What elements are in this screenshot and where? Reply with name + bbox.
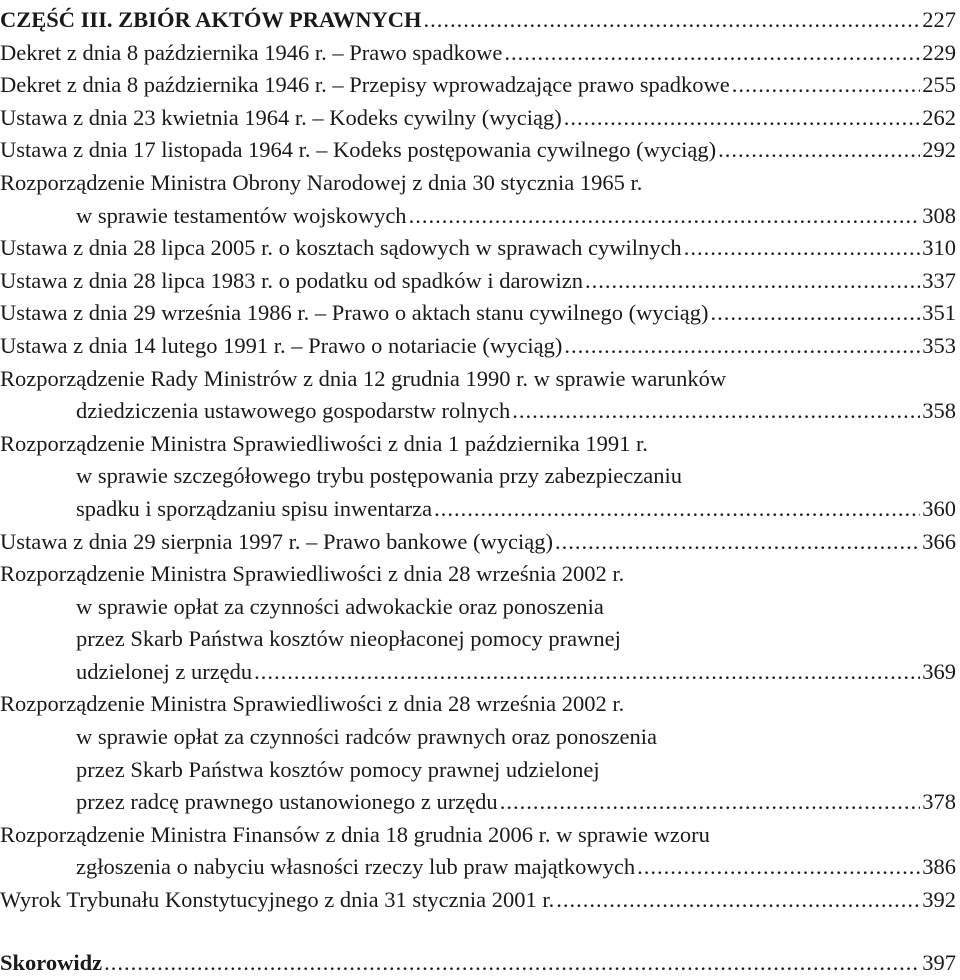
toc-entry[interactable] xyxy=(0,363,956,428)
toc-entry-text: Ustawa z dnia 28 lipca 2005 r. o kosztach sądowych w sprawach cywilnych xyxy=(0,235,682,261)
toc-entry-line xyxy=(0,330,956,363)
toc-entry-page-number: 360 xyxy=(922,495,956,521)
dot-leader xyxy=(434,493,920,526)
dot-leader xyxy=(718,134,920,167)
dot-leader xyxy=(556,884,920,917)
toc-entry-text: Rozporządzenie Rady Ministrów z dnia 12 grudnia 1990 r. w sprawie warunków xyxy=(0,365,727,391)
toc-entry[interactable] xyxy=(0,297,956,330)
toc-entry-line xyxy=(0,265,956,298)
toc-entry-text: Rozporządzenie Ministra Sprawiedliwości z dnia 28 września 2002 r. xyxy=(0,561,625,587)
toc-entry-continuation-line xyxy=(0,721,956,754)
toc-entry-text: przez Skarb Państwa kosztów pomocy prawnej udzielonej xyxy=(76,756,600,782)
toc-entry-continuation-line xyxy=(0,656,956,689)
dot-leader xyxy=(254,656,920,689)
toc-entry-line xyxy=(0,102,956,135)
toc-entry-text: Ustawa z dnia 29 września 1986 r. – Prawo o aktach stanu cywilnego (wyciąg) xyxy=(0,300,709,326)
toc-entry[interactable] xyxy=(0,265,956,298)
toc-entry-continuation-line xyxy=(0,754,956,787)
section-page-number: 227 xyxy=(922,7,956,32)
toc-entry-text: w sprawie opłat za czynności radców prawnych oraz ponoszenia xyxy=(76,724,658,750)
toc-entry-text: w sprawie testamentów wojskowych xyxy=(76,202,407,228)
toc-entry-text: przez Skarb Państwa kosztów nieopłaconej pomocy prawnej xyxy=(76,626,621,652)
toc-entry-text: Ustawa z dnia 28 lipca 1983 r. o podatku od spadków i darowizn xyxy=(0,267,584,293)
toc-entry-page-number: 308 xyxy=(922,202,956,228)
toc-entry-continuation-line xyxy=(0,200,956,233)
section-heading[interactable] xyxy=(0,4,956,37)
toc-entry[interactable] xyxy=(0,37,956,70)
toc-entry-text: Ustawa z dnia 14 lutego 1991 r. – Prawo o notariacie (wyciąg) xyxy=(0,332,563,358)
toc-entry-page-number: 292 xyxy=(922,137,956,163)
toc-entry-text: Ustawa z dnia 29 sierpnia 1997 r. – Prawo bankowe (wyciąg) xyxy=(0,528,553,554)
toc-entry[interactable] xyxy=(0,428,956,526)
toc-entry[interactable] xyxy=(0,232,956,265)
toc-entry-text: udzielonej z urzędu xyxy=(76,658,253,684)
dot-leader xyxy=(585,265,920,298)
toc-entry-line xyxy=(0,526,956,559)
toc-entry-text: Dekret z dnia 8 października 1946 r. – Prawo spadkowe xyxy=(0,39,503,65)
toc-entry-text: spadku i sporządzaniu spisu inwentarza xyxy=(76,495,433,521)
toc-entry-continuation-line xyxy=(0,786,956,819)
dot-leader xyxy=(555,526,920,559)
toc-entry-page-number: 310 xyxy=(922,235,956,261)
toc-entry-page-number: 337 xyxy=(922,267,956,293)
toc-entry-text: Rozporządzenie Ministra Obrony Narodowej z dnia 30 stycznia 1965 r. xyxy=(0,169,643,195)
toc-entry-text: w sprawie opłat za czynności adwokackie oraz ponoszenia xyxy=(76,593,604,619)
toc-entry-line xyxy=(0,688,956,721)
dot-leader xyxy=(500,786,921,819)
toc-entry-page-number: 366 xyxy=(922,528,956,554)
toc-entry-page-number: 378 xyxy=(922,789,956,815)
spacer xyxy=(0,917,956,947)
section-title: CZĘŚĆ III. ZBIÓR AKTÓW PRAWNYCH xyxy=(0,7,422,32)
dot-leader xyxy=(637,851,920,884)
toc-entry-page-number: 369 xyxy=(922,658,956,684)
toc-entry-text: zgłoszenia o nabyciu własności rzeczy lub praw majątkowych xyxy=(76,854,636,880)
toc-entry-page-number: 386 xyxy=(922,854,956,880)
toc-entry-text: Wyrok Trybunału Konstytucyjnego z dnia 31 stycznia 2001 r. xyxy=(0,887,555,913)
toc-entry-line xyxy=(0,428,956,461)
toc-entry-continuation-line xyxy=(0,460,956,493)
toc-entry[interactable] xyxy=(0,69,956,102)
toc-entry[interactable] xyxy=(0,330,956,363)
toc-entry-line xyxy=(0,69,956,102)
dot-leader xyxy=(409,200,921,233)
table-of-contents xyxy=(0,4,956,979)
toc-entry-line xyxy=(0,558,956,591)
toc-entry[interactable] xyxy=(0,558,956,688)
toc-entry-text: Ustawa z dnia 23 kwietnia 1964 r. – Kodeks cywilny (wyciąg) xyxy=(0,104,562,130)
toc-entry-line xyxy=(0,297,956,330)
toc-entry-line xyxy=(0,37,956,70)
toc-entry-text: Rozporządzenie Ministra Sprawiedliwości z dnia 28 września 2002 r. xyxy=(0,691,625,717)
toc-entry-page-number: 392 xyxy=(922,887,956,913)
index-page-number: 397 xyxy=(922,949,956,975)
toc-entry-page-number: 351 xyxy=(922,300,956,326)
toc-entry[interactable] xyxy=(0,134,956,167)
toc-entry-page-number: 255 xyxy=(922,72,956,98)
dot-leader xyxy=(564,330,920,363)
toc-entry-line xyxy=(0,884,956,917)
toc-entry-continuation-line xyxy=(0,395,956,428)
toc-entry-page-number: 353 xyxy=(922,332,956,358)
dot-leader xyxy=(564,102,921,135)
toc-entry-continuation-line xyxy=(0,591,956,624)
toc-entry-text: w sprawie szczegółowego trybu postępowania przy zabezpieczaniu xyxy=(76,463,682,489)
toc-entry[interactable] xyxy=(0,688,956,818)
dot-leader xyxy=(424,4,921,37)
dot-leader xyxy=(711,297,921,330)
toc-entry[interactable] xyxy=(0,102,956,135)
toc-entry-text: Ustawa z dnia 17 listopada 1964 r. – Kodeks postępowania cywilnego (wyciąg) xyxy=(0,137,717,163)
toc-entry-page-number: 358 xyxy=(922,398,956,424)
toc-entry-line xyxy=(0,363,956,396)
toc-entry-line xyxy=(0,819,956,852)
toc-entry[interactable] xyxy=(0,167,956,232)
dot-leader xyxy=(104,947,920,980)
toc-entry-line xyxy=(0,134,956,167)
toc-entry-text: przez radcę prawnego ustanowionego z urzędu xyxy=(76,789,498,815)
dot-leader xyxy=(504,37,920,70)
toc-entry-text: Rozporządzenie Ministra Finansów z dnia 18 grudnia 2006 r. w sprawie wzoru xyxy=(0,821,710,847)
toc-entry-text: Dekret z dnia 8 października 1946 r. – Przepisy wprowadzające prawo spadkowe xyxy=(0,72,730,98)
toc-entry-continuation-line xyxy=(0,623,956,656)
toc-entry-continuation-line xyxy=(0,851,956,884)
dot-leader xyxy=(732,69,921,102)
toc-entry-continuation-line xyxy=(0,493,956,526)
toc-entry-line xyxy=(0,232,956,265)
toc-entry-text: dziedziczenia ustawowego gospodarstw rolnych xyxy=(76,398,511,424)
index-entry[interactable] xyxy=(0,947,956,980)
toc-entry[interactable] xyxy=(0,884,956,917)
toc-entry-page-number: 262 xyxy=(922,104,956,130)
toc-entry-text: Rozporządzenie Ministra Sprawiedliwości z dnia 1 października 1991 r. xyxy=(0,430,648,456)
toc-entries xyxy=(0,37,956,917)
toc-entry[interactable] xyxy=(0,526,956,559)
toc-entry[interactable] xyxy=(0,819,956,884)
dot-leader xyxy=(512,395,920,428)
toc-entry-page-number: 229 xyxy=(922,39,956,65)
toc-entry-line xyxy=(0,167,956,200)
dot-leader xyxy=(684,232,921,265)
index-title: Skorowidz xyxy=(0,949,103,975)
